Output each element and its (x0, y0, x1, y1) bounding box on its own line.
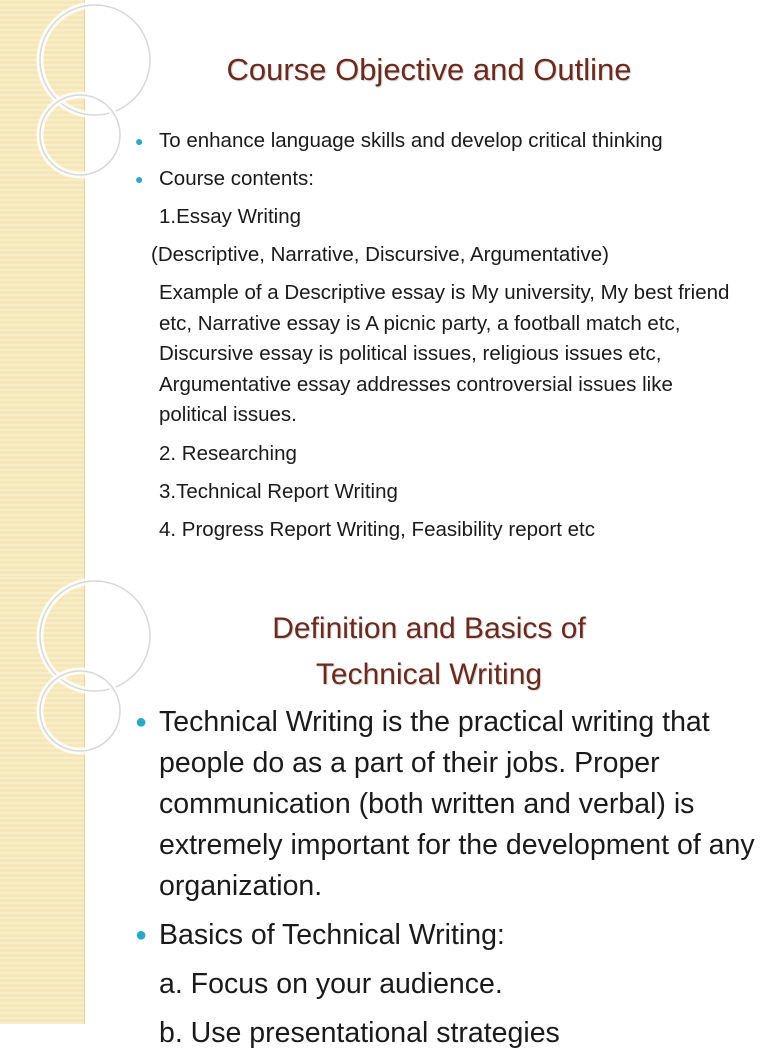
list-item (135, 164, 745, 194)
bullet-text: To enhance language skills and develop critical thinking (159, 129, 663, 152)
course-outline-list (135, 126, 745, 553)
list-item-b (135, 1013, 755, 1054)
bullet-text: Technical Writing is the practical writing that people do as a part of their jobs. Proper communication (both written and verbal) is extremely important for the development of any organization. (159, 706, 755, 902)
list-item-example: Example of a Descriptive essay is My university, My best friend etc, Narrative essay is A picnic party, a football match etc, Discursive essay is political issues, religious issues etc, Argumentative essay addresses controversial issues like political issues. (159, 281, 730, 426)
list-item (135, 126, 745, 156)
list-item (135, 915, 755, 956)
definition-list (135, 702, 755, 1062)
list-item-essay: 1.Essay Writing (159, 205, 302, 228)
slide-title (110, 606, 748, 698)
bullet-icon: ● (135, 711, 148, 733)
list-item (135, 702, 755, 907)
bullet-icon: ● (135, 924, 148, 946)
slide-definition (0, 576, 768, 1049)
list-item-progress: 4. Progress Report Writing, Feasibility report etc (159, 517, 595, 541)
list-item-essay-types: (Descriptive, Narrative, Discursive, Argumentative) (151, 243, 609, 266)
title-line-2: Technical Writing (315, 658, 543, 691)
bullet-text: Basics of Technical Writing: (159, 919, 505, 951)
item-text: b. Use presentational strategies (159, 1017, 560, 1049)
list-item-technical: 3.Technical Report Writing (159, 479, 398, 503)
slide-title: Course Objective and Outline (226, 52, 632, 87)
decorative-rings (0, 0, 130, 200)
item-text: a. Focus on your audience. (159, 968, 503, 1000)
bullet-text: Course contents: (159, 167, 314, 190)
bullet-icon: ● (135, 171, 144, 187)
bullet-icon: ● (135, 133, 144, 149)
list-item-researching: 2. Researching (159, 441, 297, 465)
title-line-1: Definition and Basics of (272, 612, 586, 645)
list-item-a (135, 964, 755, 1005)
